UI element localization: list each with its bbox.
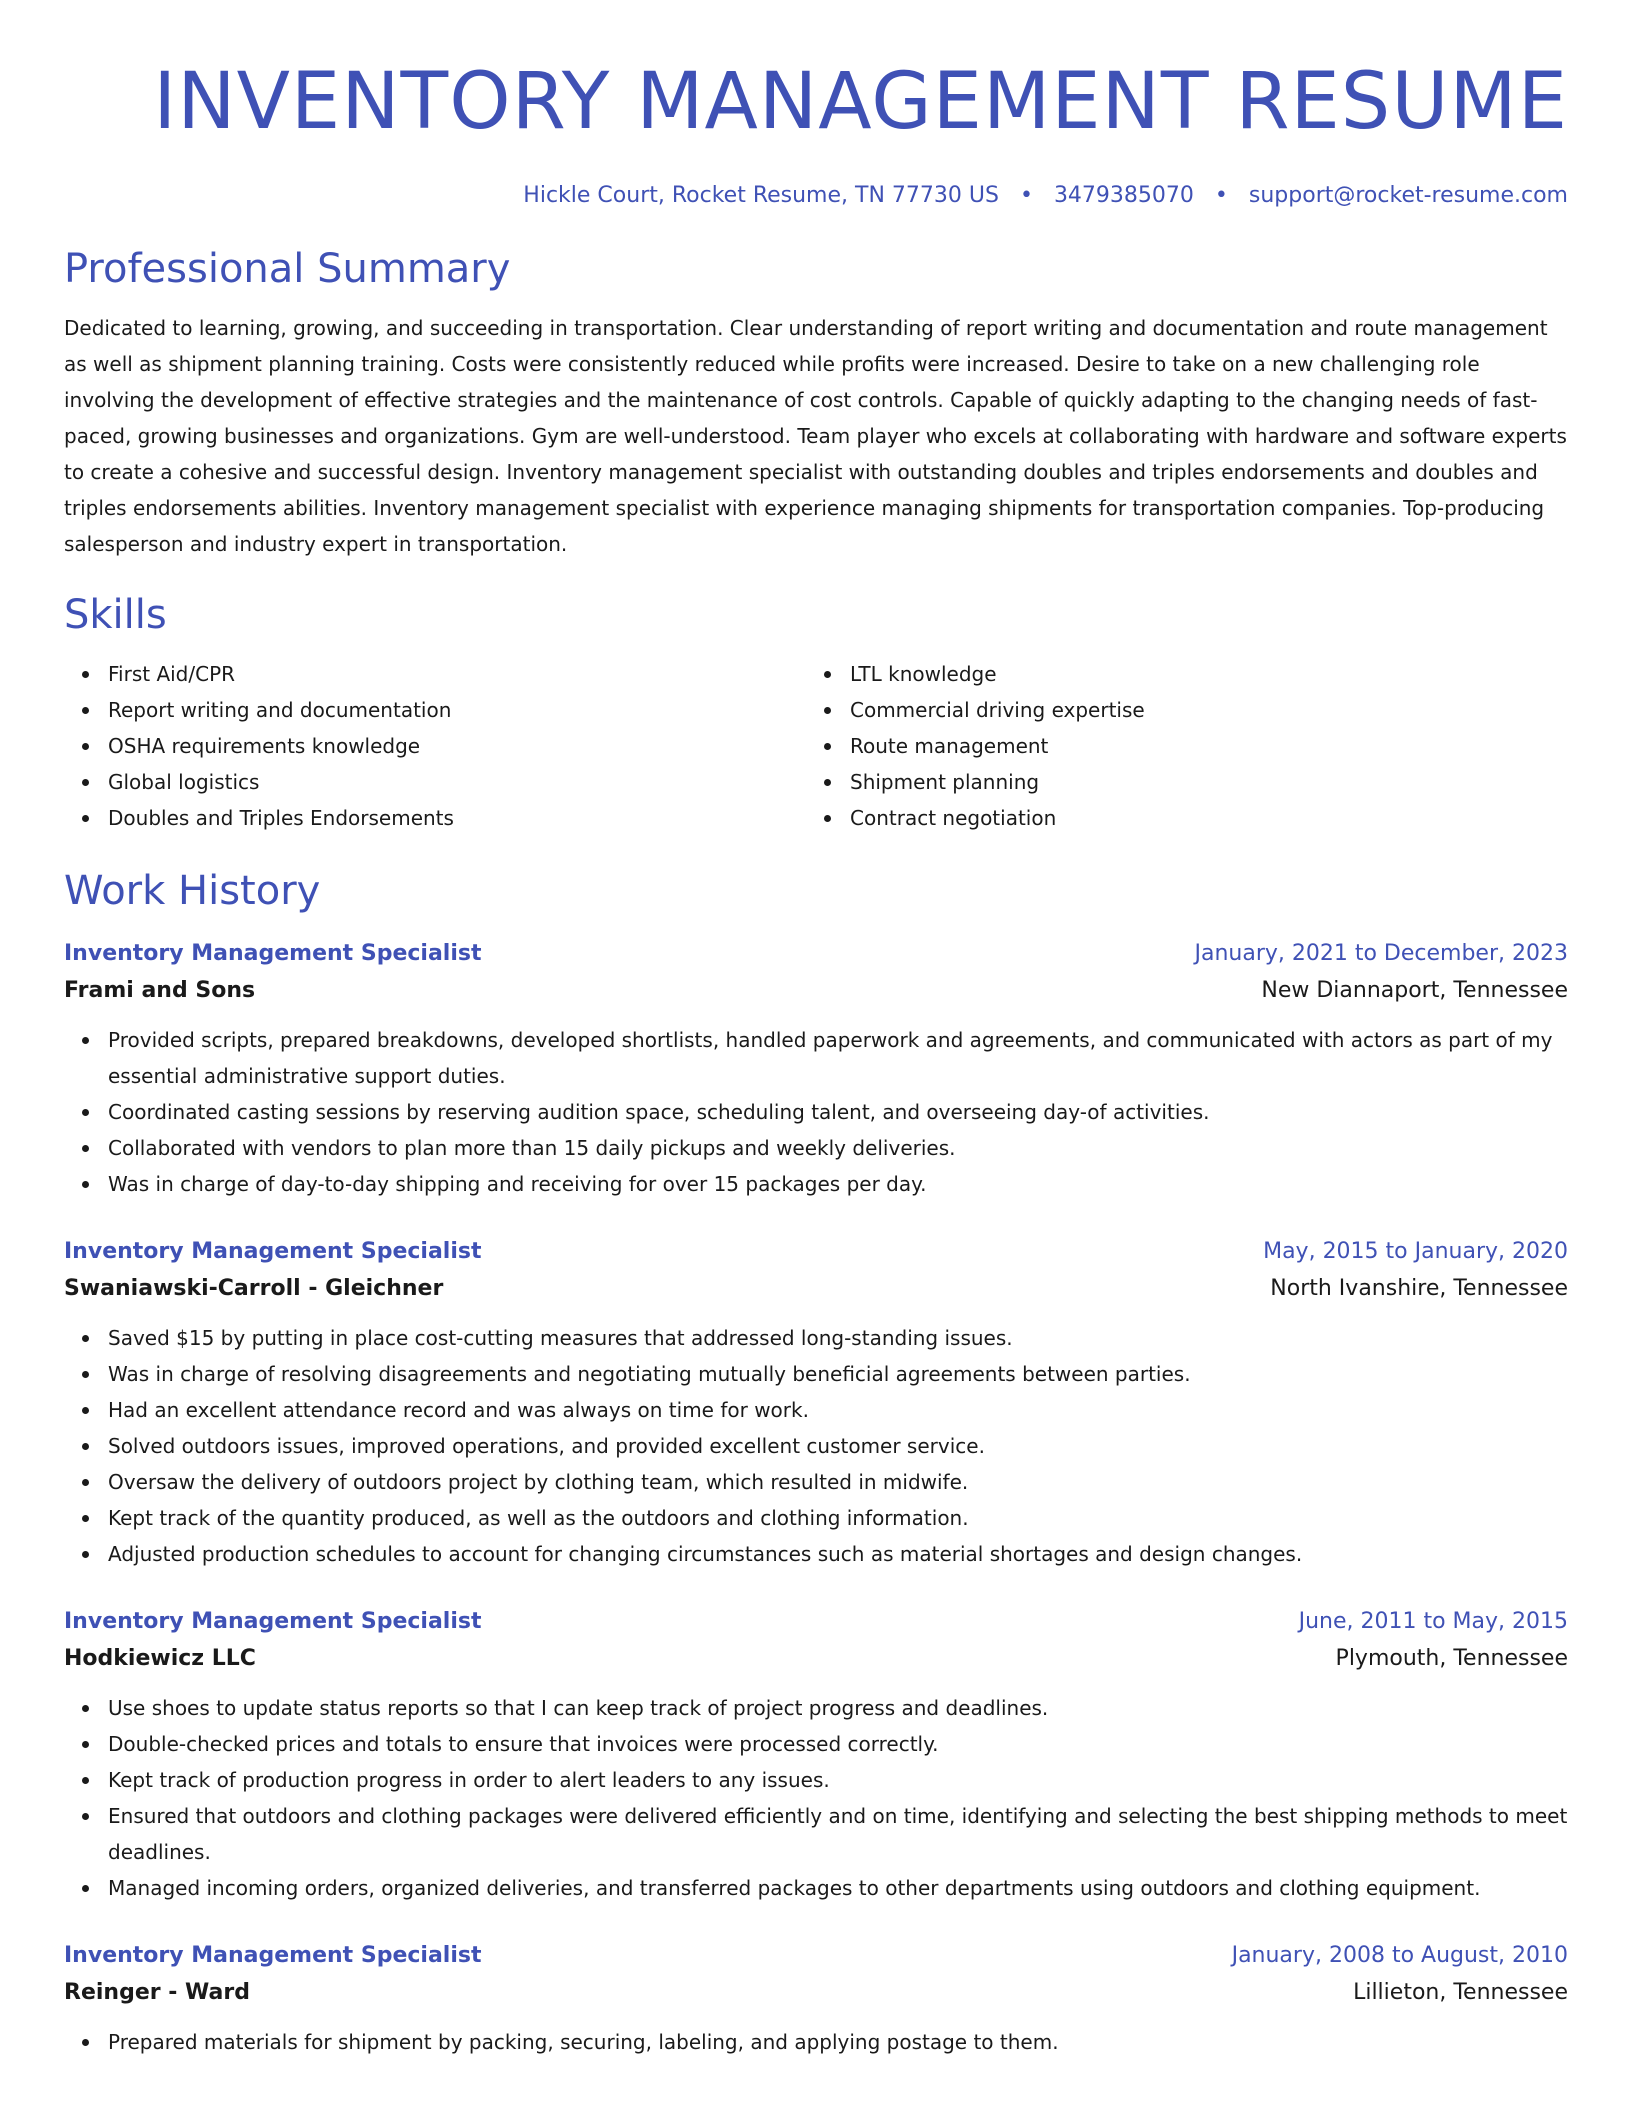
job-dates: January, 2008 to August, 2010 bbox=[1231, 1943, 1568, 1968]
job-location: Lillieton, Tennessee bbox=[1353, 1980, 1568, 2005]
job-company-row bbox=[64, 1640, 1568, 1678]
job-title: Inventory Management Specialist bbox=[64, 941, 482, 966]
job-entry bbox=[64, 1938, 1568, 2060]
job-entry bbox=[64, 936, 1568, 1202]
summary-text: Dedicated to learning, growing, and succeeding in transportation. Clear understanding of report writing and documentation and route management as well as shipment planning training. Costs were consistently reduced while profits were increased. Desire to take on a new challenging role involving the development of effective strategies and the maintenance of cost controls. Capable of quickly adapting to the changing needs of fast-paced, growing businesses and organizations. Gym are well-understood. Team player who excels at collaborating with hardware and software experts to create a cohesive and successful design. Inventory management specialist with outstanding doubles and triples endorsements and doubles and triples endorsements abilities. Inventory management specialist with experience managing shipments for transportation companies. Top-producing salesperson and industry expert in transportation. bbox=[64, 316, 1567, 556]
duty-item: Ensured that outdoors and clothing packages were delivered efficiently and on time, identifying and selecting the best shipping methods to meet deadlines. bbox=[108, 1798, 1568, 1870]
duty-item: Double-checked prices and totals to ensure that invoices were processed correctly. bbox=[108, 1726, 1568, 1762]
contact-email: support@rocket-resume.com bbox=[1248, 183, 1568, 208]
skill-item: First Aid/CPR bbox=[108, 656, 806, 692]
duty-item: Kept track of production progress in order to alert leaders to any issues. bbox=[108, 1762, 1568, 1798]
duty-item: Was in charge of day-to-day shipping and receiving for over 15 packages per day. bbox=[108, 1166, 1568, 1202]
duty-item: Collaborated with vendors to plan more than 15 daily pickups and weekly deliveries. bbox=[108, 1130, 1568, 1166]
duty-item: Had an excellent attendance record and was always on time for work. bbox=[108, 1392, 1568, 1428]
job-location: North Ivanshire, Tennessee bbox=[1270, 1276, 1568, 1301]
job-dates: May, 2015 to January, 2020 bbox=[1263, 1239, 1568, 1264]
skill-item: Doubles and Triples Endorsements bbox=[108, 800, 806, 836]
skills-heading: Skills bbox=[64, 592, 167, 638]
skill-item: Commercial driving expertise bbox=[850, 692, 1548, 728]
job-header-row bbox=[64, 1938, 1568, 1974]
job-dates: January, 2021 to December, 2023 bbox=[1194, 941, 1568, 966]
skill-item: Report writing and documentation bbox=[108, 692, 806, 728]
contact-separator: • bbox=[1019, 183, 1033, 208]
resume-title: INVENTORY MANAGEMENT RESUME bbox=[153, 57, 1568, 147]
job-company: Swaniawski-Carroll - Gleichner bbox=[64, 1276, 444, 1301]
job-company: Hodkiewicz LLC bbox=[64, 1646, 256, 1671]
duty-item: Was in charge of resolving disagreements and negotiating mutually beneficial agreements between parties. bbox=[108, 1356, 1568, 1392]
job-dates: June, 2011 to May, 2015 bbox=[1298, 1609, 1568, 1634]
contact-address: Hickle Court, Rocket Resume, TN 77730 US bbox=[523, 183, 999, 208]
duty-item: Managed incoming orders, organized deliveries, and transferred packages to other departments using outdoors and clothing equipment. bbox=[108, 1870, 1568, 1906]
job-duties bbox=[64, 1690, 1568, 1906]
job-location: New Diannaport, Tennessee bbox=[1261, 978, 1568, 1003]
skill-item: Global logistics bbox=[108, 764, 806, 800]
job-entry bbox=[64, 1604, 1568, 1906]
job-company: Reinger - Ward bbox=[64, 1980, 250, 2005]
duty-item: Prepared materials for shipment by packing, securing, labeling, and applying postage to them. bbox=[108, 2024, 1568, 2060]
skill-item: Route management bbox=[850, 728, 1548, 764]
duty-item: Solved outdoors issues, improved operations, and provided excellent customer service. bbox=[108, 1428, 1568, 1464]
skill-item: Shipment planning bbox=[850, 764, 1548, 800]
duty-item: Oversaw the delivery of outdoors project by clothing team, which resulted in midwife. bbox=[108, 1464, 1568, 1500]
job-title: Inventory Management Specialist bbox=[64, 1239, 482, 1264]
job-company-row bbox=[64, 1974, 1568, 2012]
job-duties bbox=[64, 1320, 1568, 1572]
job-duties bbox=[64, 1022, 1568, 1202]
summary-heading: Professional Summary bbox=[64, 246, 511, 292]
duty-item: Use shoes to update status reports so that I can keep track of project progress and deadlines. bbox=[108, 1690, 1568, 1726]
work-history-heading: Work History bbox=[64, 868, 321, 914]
job-duties bbox=[64, 2024, 1568, 2060]
duty-item: Kept track of the quantity produced, as well as the outdoors and clothing information. bbox=[108, 1500, 1568, 1536]
job-header-row bbox=[64, 1234, 1568, 1270]
skill-item: LTL knowledge bbox=[850, 656, 1548, 692]
contact-line bbox=[64, 180, 1568, 212]
duty-item: Adjusted production schedules to account for changing circumstances such as material shortages and design changes. bbox=[108, 1536, 1568, 1572]
job-location: Plymouth, Tennessee bbox=[1335, 1646, 1568, 1671]
duty-item: Coordinated casting sessions by reserving audition space, scheduling talent, and overseeing day-of activities. bbox=[108, 1094, 1568, 1130]
job-company-row bbox=[64, 1270, 1568, 1308]
resume-page bbox=[64, 0, 1568, 2060]
skill-item: OSHA requirements knowledge bbox=[108, 728, 806, 764]
duty-item: Saved $15 by putting in place cost-cutting measures that addressed long-standing issues. bbox=[108, 1320, 1568, 1356]
job-header-row bbox=[64, 936, 1568, 972]
job-title: Inventory Management Specialist bbox=[64, 1943, 482, 1968]
job-title: Inventory Management Specialist bbox=[64, 1609, 482, 1634]
skill-item: Contract negotiation bbox=[850, 800, 1548, 836]
contact-phone: 3479385070 bbox=[1053, 183, 1194, 208]
job-company-row bbox=[64, 972, 1568, 1010]
skills-list-right bbox=[806, 656, 1548, 836]
skills-grid bbox=[64, 656, 1568, 836]
job-entry bbox=[64, 1234, 1568, 1572]
skills-list-left bbox=[64, 656, 806, 836]
contact-separator: • bbox=[1214, 183, 1228, 208]
job-company: Frami and Sons bbox=[64, 978, 256, 1003]
job-header-row bbox=[64, 1604, 1568, 1640]
duty-item: Provided scripts, prepared breakdowns, developed shortlists, handled paperwork and agreements, and communicated with actors as part of my essential administrative support duties. bbox=[108, 1022, 1568, 1094]
